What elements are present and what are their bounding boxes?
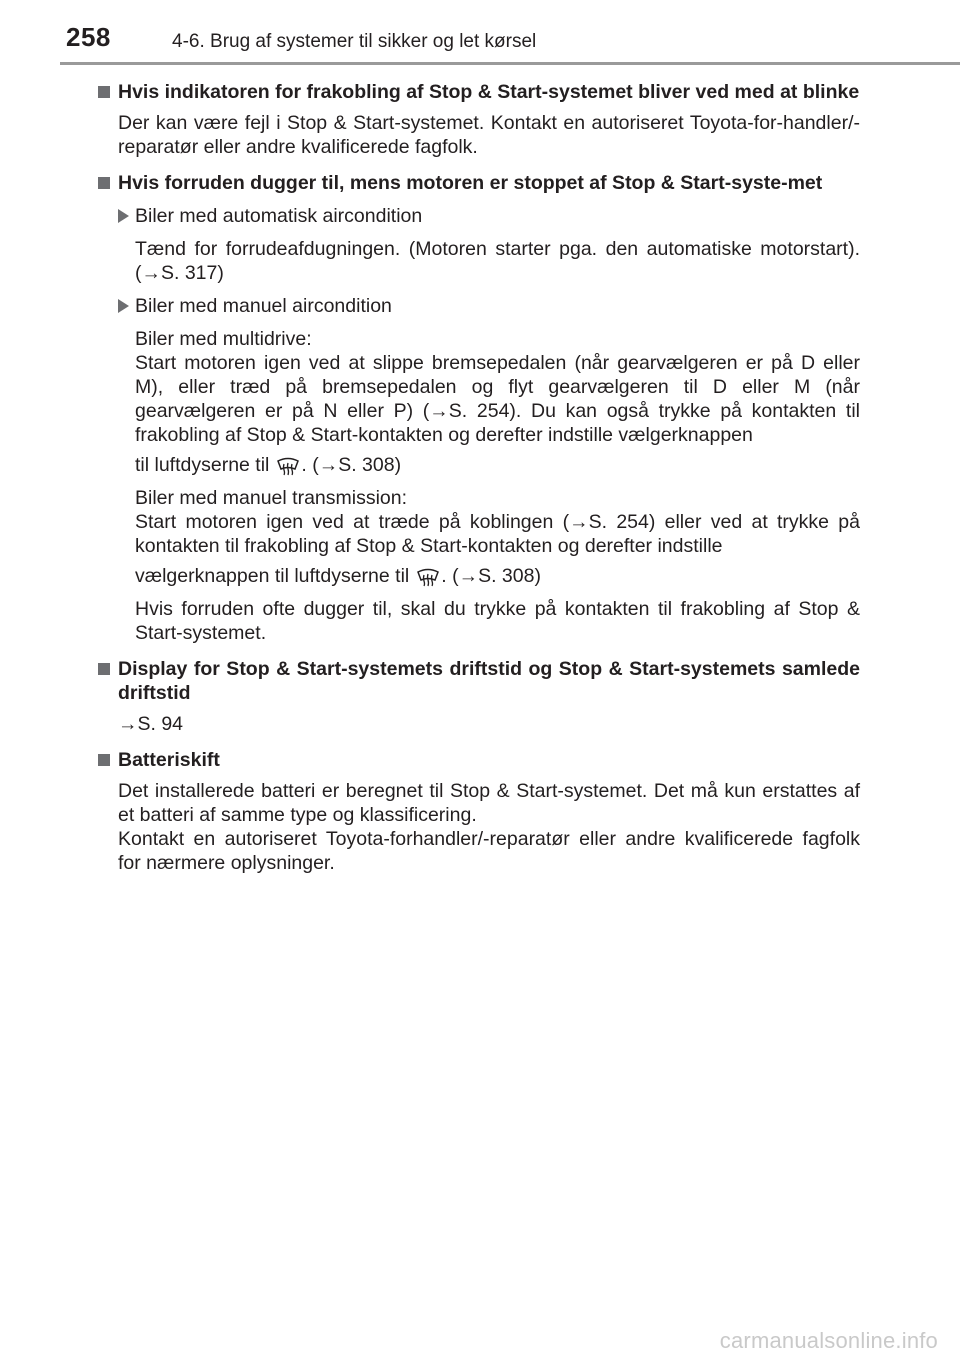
page-number: 258 (66, 22, 111, 52)
triangle-bullet-icon (118, 209, 129, 223)
square-bullet-icon (98, 754, 110, 766)
section-heading: Display for Stop & Start-systemets driftstid og Stop & Start-systemets samlede driftstid (98, 657, 860, 705)
paragraph-text: Start motoren igen ved at træde på koblingen (→S. 254) eller ved at trykke på kontakten til frakobling af Stop & Start-kontakten og derefter indstille (135, 511, 860, 557)
subsection-heading: Biler med automatisk aircondition (98, 204, 860, 228)
header-divider (60, 62, 960, 65)
square-bullet-icon (98, 86, 110, 98)
multidrive-paragraph (98, 327, 860, 477)
triangle-bullet-icon (118, 299, 129, 313)
section-heading: Hvis forruden dugger til, mens motoren er stoppet af Stop & Start-syste-met (98, 171, 860, 195)
square-bullet-icon (98, 663, 110, 675)
paragraph-end: til luftdyserne til . (→S. 308) (135, 454, 402, 476)
paragraph-end: vælgerknappen til luftdyserne til . (→S. 308) (135, 565, 541, 587)
page-reference: →S. 94 (118, 713, 184, 735)
windshield-defroster-icon (417, 567, 439, 587)
subsection-heading: Biler med manuel aircondition (98, 294, 860, 318)
subsection-body: Hvis forruden ofte dugger til, skal du trykke på kontakten til frakobling af Stop & Start-systemet. (135, 598, 860, 644)
watermark: carmanualsonline.info (719, 1328, 938, 1353)
section-heading: Batteriskift (98, 748, 860, 772)
paragraph-title: Biler med multidrive: (135, 328, 312, 350)
manual-transmission-paragraph (98, 486, 860, 588)
section-heading: Hvis indikatoren for frakobling af Stop & Start-systemet bliver ved med at blinke (98, 80, 860, 104)
paragraph-title: Biler med manuel transmission: (135, 487, 408, 509)
page-header (0, 0, 960, 64)
subsection-body: Tænd for forrudeafdugningen. (Motoren starter pga. den automatiske motorstart). (→S. 317) (135, 238, 860, 284)
page-content (98, 80, 860, 875)
chapter-title: 4-6. Brug af systemer til sikker og let kørsel (172, 31, 537, 52)
section-body: Der kan være fejl i Stop & Start-systemet. Kontakt en autoriseret Toyota-for-handler/-reparatør eller andre kvalificerede fagfolk. (118, 112, 860, 158)
paragraph-text: Start motoren igen ved at slippe bremsepedalen (når gearvælgeren er på D eller M), eller træd på bremsepedalen og flyt gearvælgeren til D eller M (når gearvælgeren er på N eller P) (→S. 254). Du kan også trykke på kontakten til frakobling af Stop & Start-kontakten og derefter indstille vælgerknappen (135, 352, 860, 446)
section-body: Det installerede batteri er beregnet til Stop & Start-systemet. Det må kun erstattes af et batteri af samme type og klassificering. Kontakt en autoriseret Toyota-forhandler/-reparatør eller andre kvalificerede fagfolk for nærmere oplysninger. (118, 780, 860, 874)
square-bullet-icon (98, 177, 110, 189)
windshield-defroster-icon (277, 456, 299, 476)
